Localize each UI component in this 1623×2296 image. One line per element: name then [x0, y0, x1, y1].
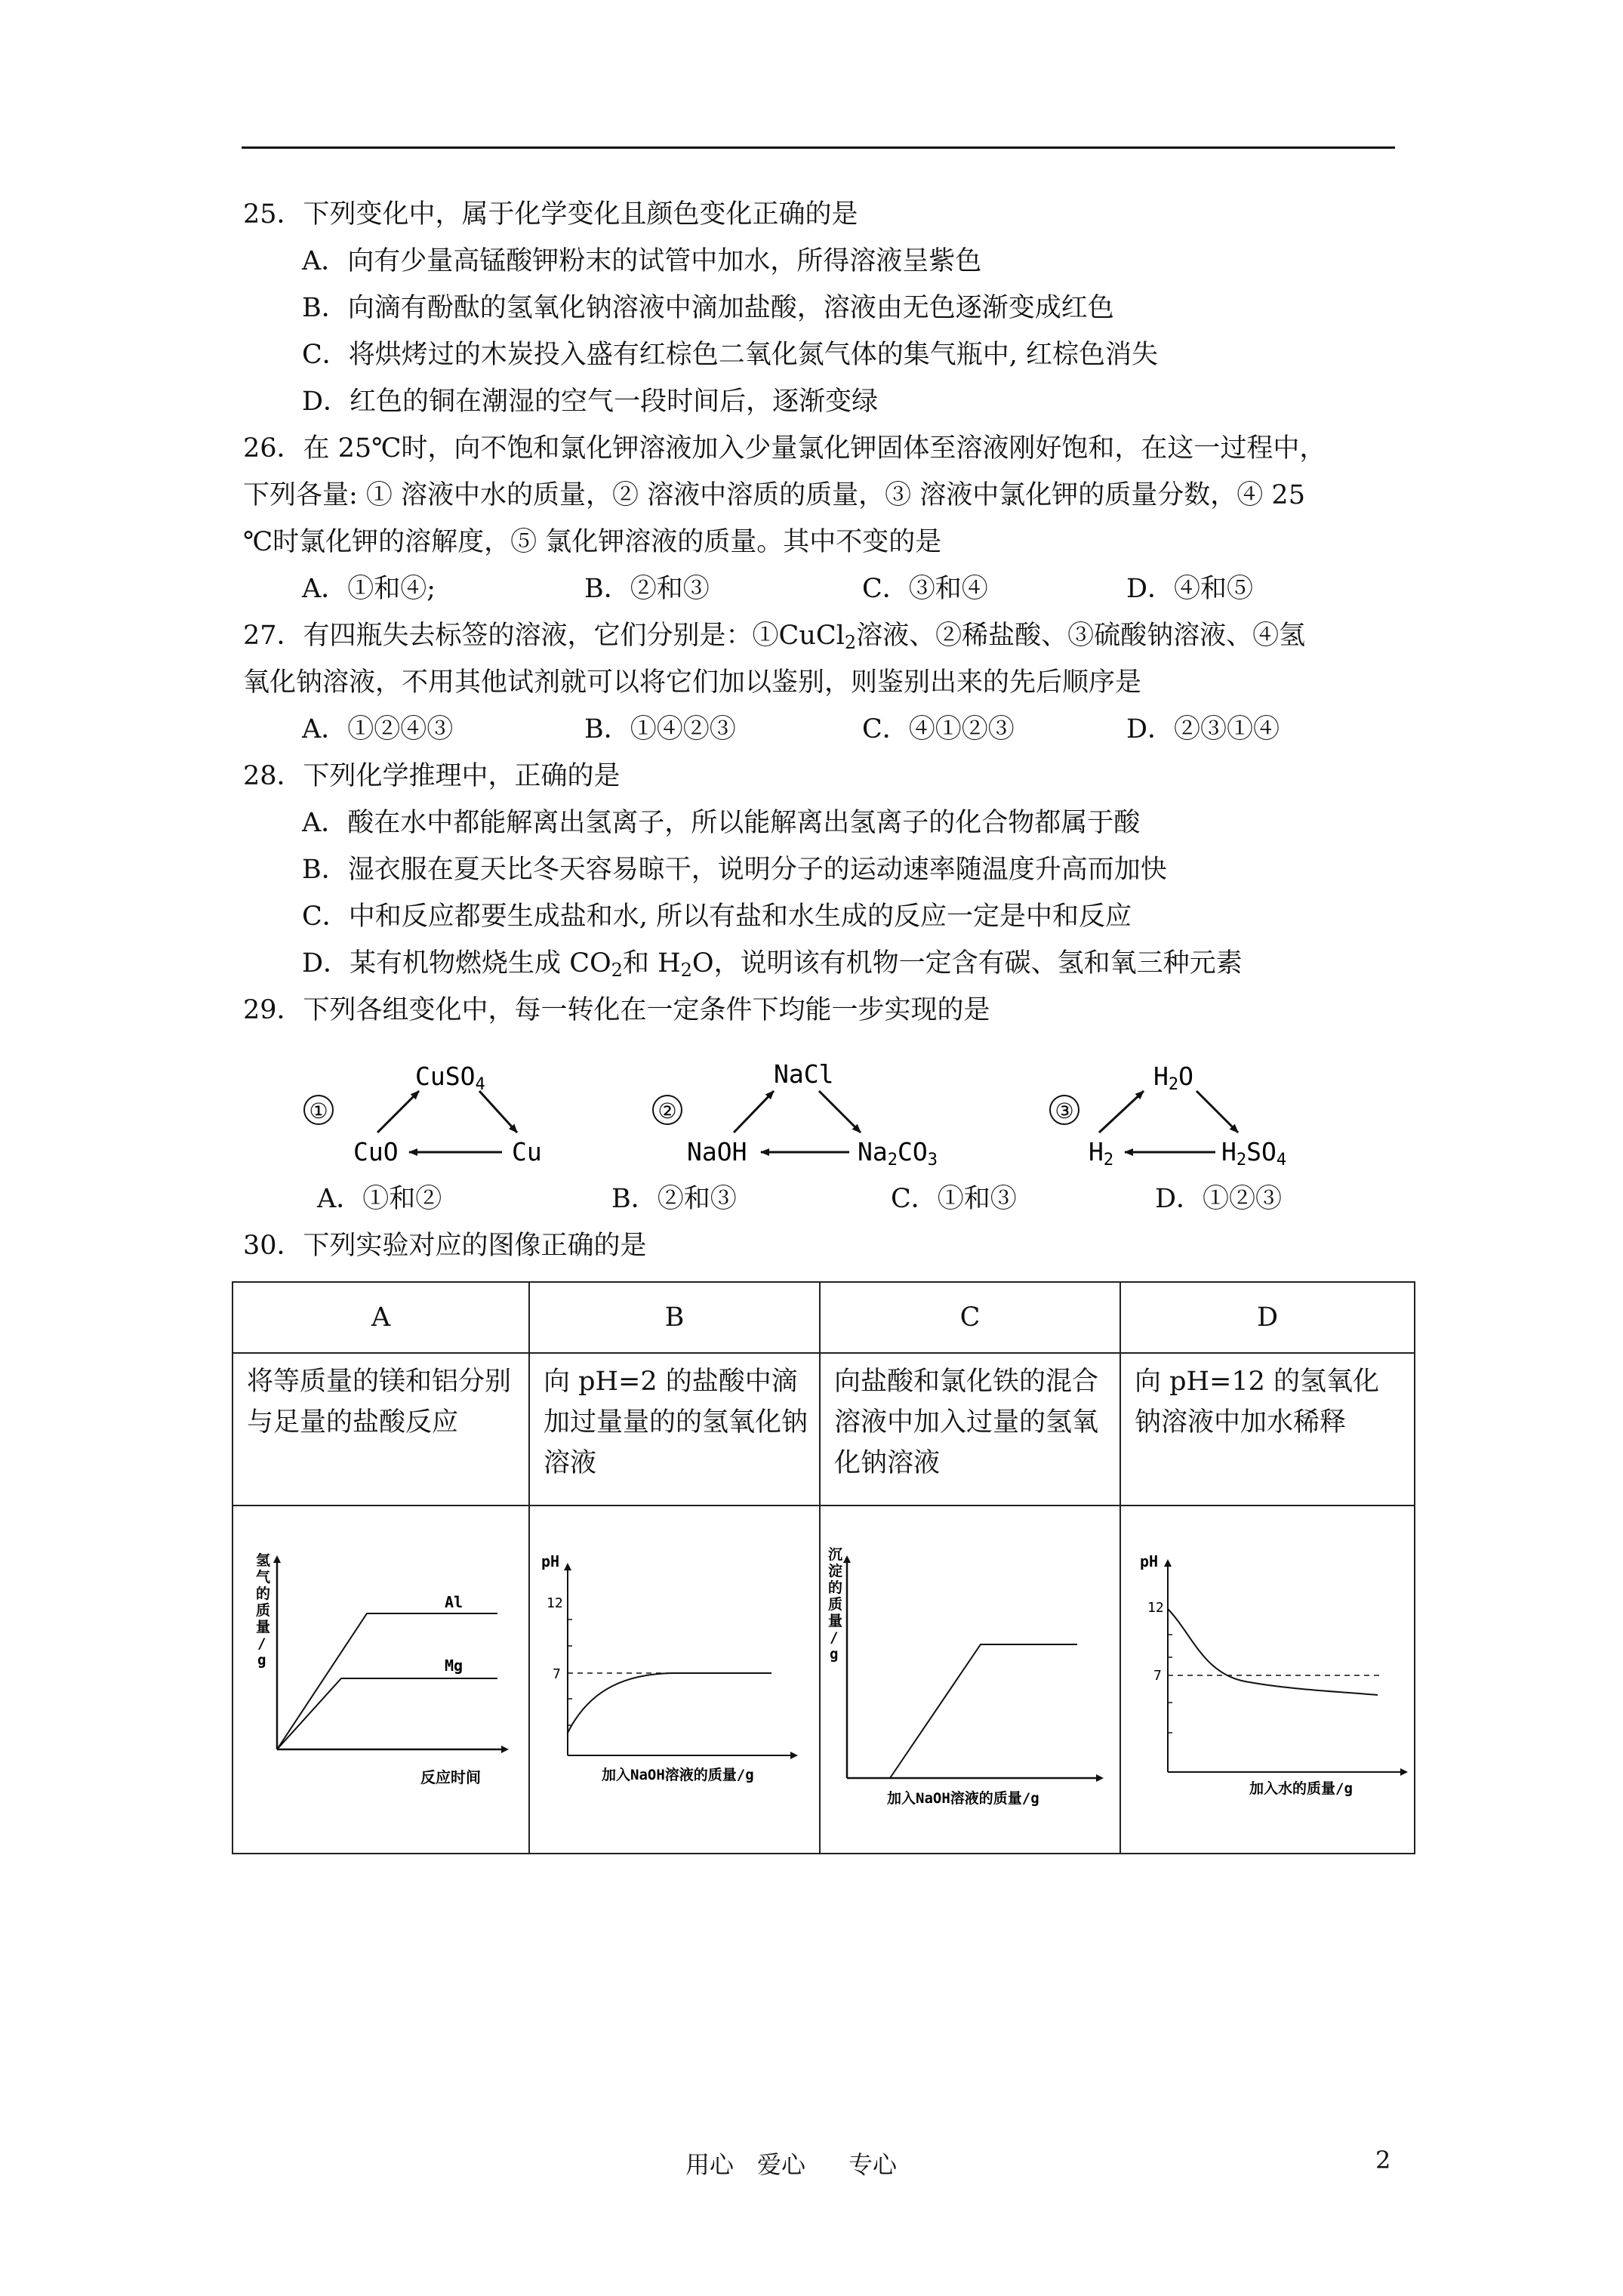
q29-d2-left: NaOH — [687, 1137, 747, 1166]
q26-option-c: C．③和④ — [862, 574, 988, 604]
graph-b-curve — [568, 1673, 771, 1733]
q30-desc-a: 将等质量的镁和铝分别与足量的盐酸反应 — [233, 1353, 529, 1505]
q29-d2-right-sub: 2 — [887, 1151, 898, 1170]
graph-c-ylabel-2: 的 — [828, 1579, 843, 1596]
footer-text-2: 爱心 — [757, 2150, 806, 2179]
graph-c-xlabel: 加入NaOH溶液的质量/g — [887, 1790, 1039, 1807]
q30-desc-c: 向盐酸和氯化铁的混合溶液中加入过量的氢氧化钠溶液 — [820, 1353, 1120, 1505]
q29-d3-right-a: H — [1221, 1137, 1236, 1166]
q29-d2-top: NaCl — [774, 1059, 834, 1089]
q29-d1-num: ① — [309, 1099, 328, 1123]
graph-a-ylabel-4: 量 — [256, 1619, 271, 1635]
q29-option-a: A．①和② — [317, 1184, 442, 1214]
graph-d-curve — [1168, 1609, 1378, 1695]
graph-a-ylabel-3: 质 — [256, 1602, 271, 1619]
graph-a-mg-line — [277, 1678, 497, 1749]
graph-b-xlabel: 加入NaOH溶液的质量/g — [602, 1767, 754, 1783]
q28-option-c: C．中和反应都要生成盐和水, 所以有盐和水生成的反应一定是中和反应 — [302, 901, 1132, 932]
q27-option-d: D．②③①④ — [1126, 714, 1280, 744]
footer-text-1: 用心 — [685, 2150, 735, 2179]
q29-option-c: C．①和③ — [891, 1184, 1017, 1214]
q30-header-a: A — [233, 1282, 529, 1353]
q29-d1-right: Cu — [512, 1137, 542, 1166]
q29-d3-top-post: O — [1178, 1062, 1193, 1091]
graph-c-ylabel-1: 淀 — [828, 1563, 843, 1579]
arrow-icon — [734, 1091, 774, 1133]
graph-a-ylabel-2: 的 — [256, 1586, 271, 1602]
graph-d-tick-12: 12 — [1147, 1600, 1164, 1616]
graph-d-xlabel: 加入水的质量/g — [1249, 1780, 1353, 1797]
q30-graph-row — [233, 1505, 1415, 1854]
q29-option-d: D．①②③ — [1155, 1184, 1283, 1214]
graph-a-al-line — [277, 1613, 497, 1749]
q30-graph-a — [233, 1505, 529, 1854]
q29-d1-top-text: CuSO — [415, 1062, 476, 1091]
q29-d3-left-sub: 2 — [1103, 1151, 1114, 1170]
q27-line1-pre: 27．有四瓶失去标签的溶液，它们分别是：①CuCl — [243, 621, 845, 651]
arrow-icon — [1099, 1091, 1144, 1133]
q25-option-d: D．红色的铜在潮湿的空气一段时间后，逐渐变绿 — [302, 387, 879, 417]
footer-text-3: 专心 — [848, 2150, 898, 2179]
q29-diagram-1 — [304, 1062, 542, 1166]
q29-d2-right-sub2: 3 — [927, 1151, 938, 1170]
q29-d2-num: ② — [658, 1099, 677, 1123]
graph-a-svg — [233, 1506, 528, 1850]
q27-option-c: C．④①②③ — [862, 714, 1015, 744]
q29-d3-right-post: SO — [1246, 1137, 1277, 1166]
q26-line2: 下列各量: ① 溶液中水的质量，② 溶液中溶质的质量，③ 溶液中氯化钾的质量分数，④ 25 — [243, 480, 1305, 510]
q29-option-b: B．②和③ — [611, 1184, 737, 1214]
graph-d-svg — [1121, 1506, 1415, 1850]
q29-d3-left — [1089, 1137, 1113, 1170]
arrow-icon — [377, 1091, 419, 1133]
q29-d2-right-a: Na — [858, 1137, 888, 1166]
arrow-icon — [1196, 1091, 1238, 1133]
page-number: 2 — [1375, 2146, 1391, 2174]
q29-d3-top-a: H — [1153, 1062, 1169, 1091]
q30-header-c: C — [820, 1282, 1120, 1353]
graph-c-ylabel-0: 沉 — [828, 1546, 843, 1563]
graph-a-ylabel-5: / — [257, 1635, 266, 1652]
q30-graph-b — [529, 1505, 820, 1854]
graph-a-ylabel-6: g — [257, 1652, 266, 1669]
q28-option-a: A．酸在水中都能解离出氢离子，所以能解离出氢离子的化合物都属于酸 — [302, 808, 1141, 838]
graph-b-svg — [530, 1506, 821, 1850]
graph-c-ylabel-6: g — [830, 1646, 839, 1663]
q26-option-d: D．④和⑤ — [1126, 574, 1254, 604]
graph-c-svg — [821, 1506, 1121, 1850]
graph-c-ylabel — [828, 1546, 842, 1663]
q27-line1-sub: 2 — [844, 632, 857, 653]
q30-header-d: D — [1120, 1282, 1415, 1353]
arrow-icon — [479, 1091, 517, 1133]
graph-b-ylabel: pH — [541, 1552, 560, 1570]
q27-option-a: A．①②④③ — [302, 714, 454, 744]
q28-d-sub2: 2 — [680, 960, 692, 981]
graph-b-tick-12: 12 — [547, 1595, 563, 1611]
graph-c-ylabel-4: 量 — [828, 1613, 843, 1629]
q30-desc-b: 向 pH=2 的盐酸中滴加过量量的的氢氧化钠溶液 — [529, 1353, 820, 1505]
q29-d3-right-sub2: 4 — [1276, 1151, 1287, 1170]
q30-header-b: B — [529, 1282, 820, 1353]
q30-table — [232, 1281, 1415, 1854]
arrow-icon — [819, 1091, 861, 1133]
q29-d1-left: CuO — [353, 1137, 399, 1166]
q29-d3-left-a: H — [1089, 1137, 1104, 1166]
graph-a-xlabel: 反应时间 — [420, 1768, 481, 1786]
graph-b-tick-7: 7 — [553, 1666, 561, 1682]
q27-line2: 氧化钠溶液，不用其他试剂就可以将它们加以鉴别，则鉴别出来的先后顺序是 — [243, 667, 1142, 698]
graph-c-line — [890, 1644, 1077, 1778]
q30-desc-d: 向 pH=12 的氢氧化钠溶液中加水稀释 — [1120, 1353, 1415, 1505]
q29-d3-right — [1221, 1137, 1286, 1170]
q30-desc-row — [233, 1353, 1415, 1505]
q29-stem: 29．下列各组变化中，每一转化在一定条件下均能一步实现的是 — [243, 995, 990, 1025]
q25-option-b: B．向滴有酚酞的氢氧化钠溶液中滴加盐酸，溶液由无色逐渐变成红色 — [302, 293, 1114, 323]
q29-d3-top-sub: 2 — [1168, 1075, 1179, 1094]
q29-d3-top — [1153, 1062, 1193, 1094]
q29-diagram-2 — [653, 1059, 938, 1170]
graph-a-ylabel-1: 气 — [256, 1569, 271, 1586]
q26-option-b: B．②和③ — [584, 574, 710, 604]
q28-d-sub1: 2 — [611, 960, 623, 981]
q27-option-b: B．①④②③ — [584, 714, 736, 744]
q29-d3-right-sub: 2 — [1236, 1151, 1247, 1170]
q30-graph-d — [1120, 1505, 1415, 1854]
q28-option-b: B．湿衣服在夏天比冬天容易晾干，说明分子的运动速率随温度升高而加快 — [302, 855, 1167, 885]
q29-diagram-3 — [1050, 1062, 1286, 1170]
graph-a-ylabel — [256, 1552, 271, 1669]
q29-d2-right — [858, 1137, 938, 1170]
q29-d1-top — [415, 1062, 485, 1094]
q30-graph-c — [820, 1505, 1120, 1854]
q25-option-c: C．将烘烤过的木炭投入盛有红棕色二氧化氮气体的集气瓶中, 红棕色消失 — [302, 340, 1159, 370]
graph-c-ylabel-3: 质 — [828, 1596, 843, 1613]
graph-a-series-mg: Mg — [445, 1657, 463, 1675]
q26-line3: ℃时氯化钾的溶解度，⑤ 氯化钾溶液的质量。其中不变的是 — [243, 527, 942, 557]
q26-line1: 26．在 25℃时，向不饱和氯化钾溶液加入少量氯化钾固体至溶液刚好饱和，在这一过程中， — [243, 433, 1326, 464]
q29-d2-right-post: CO — [898, 1137, 928, 1166]
graph-a-ylabel-0: 氢 — [256, 1552, 271, 1569]
q28-stem: 28．下列化学推理中，正确的是 — [243, 761, 621, 791]
q28-d-pre: D．某有机物燃烧生成 CO — [302, 948, 611, 978]
q28-d-post: O，说明该有机物一定含有碳、氢和氧三种元素 — [691, 948, 1243, 978]
q30-stem: 30．下列实验对应的图像正确的是 — [243, 1231, 647, 1261]
q25-option-a: A．向有少量高锰酸钾粉末的试管中加水，所得溶液呈紫色 — [302, 246, 982, 276]
q25-stem: 25．下列变化中，属于化学变化且颜色变化正确的是 — [243, 199, 858, 230]
graph-a-series-al: Al — [445, 1593, 463, 1611]
graph-d-ylabel: pH — [1140, 1552, 1159, 1570]
q26-option-a: A．①和④; — [302, 574, 436, 604]
graph-c-ylabel-5: / — [830, 1629, 839, 1646]
q29-d3-num: ③ — [1055, 1099, 1074, 1123]
q29-d1-top-sub: 4 — [475, 1075, 485, 1094]
q28-d-mid: 和 H — [622, 948, 681, 978]
q30-header-row — [233, 1282, 1415, 1353]
q27-line1-post: 溶液、②稀盐酸、③硫酸钠溶液、④氢 — [856, 621, 1306, 651]
graph-d-tick-7: 7 — [1153, 1668, 1162, 1684]
